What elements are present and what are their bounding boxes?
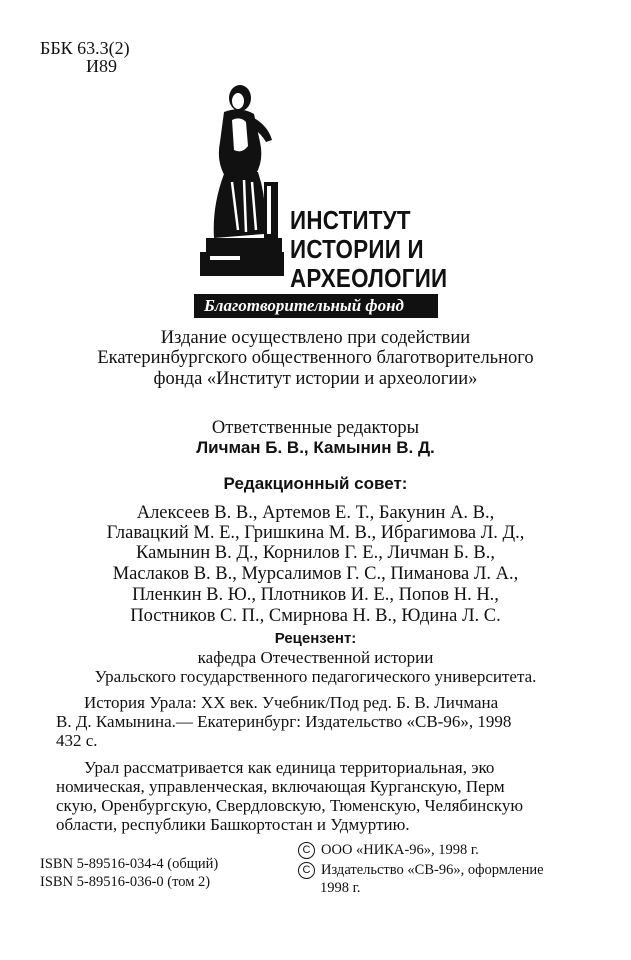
bibliography-line-3: 432 с. <box>56 731 98 750</box>
board-line: Главацкий М. Е., Гришкина М. В., Ибрагимова Л. Д., <box>106 523 525 543</box>
abstract-line-2: номическая, управленческая, включающая Курганскую, Перм <box>56 777 505 796</box>
isbn-volume: ISBN 5-89516-036-0 (том 2) <box>40 874 211 890</box>
copyright-line-1 <box>298 842 479 859</box>
board-line: Маслаков В. В., Мурсалимов Г. С., Пиманова Л. А., <box>112 564 519 584</box>
support-line-1: Издание осуществлено при содействии <box>160 328 471 348</box>
isbn-general: ISBN 5-89516-034-4 (общий) <box>40 856 219 872</box>
copyright-text-2: Издательство «СВ-96», оформление <box>321 862 544 878</box>
reviewer-label: Рецензент: <box>274 630 357 647</box>
fund-banner-text: Благотворительный фонд <box>204 296 404 315</box>
logo-line-2: ИСТОРИИ И <box>290 234 424 264</box>
logo-line-1: ИНСТИТУТ <box>290 205 411 235</box>
copyright-icon: C <box>298 862 315 879</box>
editors-names: Личман Б. В., Камынин В. Д. <box>196 438 435 457</box>
abstract-line-4: области, республики Башкортостан и Удмуртию. <box>56 815 410 834</box>
board-line: Алексеев В. В., Артемов Е. Т., Бакунин А. В., <box>136 503 495 523</box>
institute-logo-text <box>290 206 447 293</box>
reviewer-line-2: Уральского государственного педагогического университета. <box>94 667 537 686</box>
board-label: Редакционный совет: <box>223 474 408 493</box>
reviewer-line-1: кафедра Отечественной истории <box>197 648 434 667</box>
logo-line-3: АРХЕОЛОГИИ <box>290 263 448 293</box>
bbk-author-code: И89 <box>86 56 117 76</box>
board-line: Пленкин В. Ю., Плотников И. Е., Попов Н. Н., <box>132 585 499 605</box>
support-line-3: фонда «Институт истории и археологии» <box>153 369 478 389</box>
copyright-icon: C <box>298 842 315 859</box>
bibliography-line-2: В. Д. Камынина.— Екатеринбург: Издательство «СВ-96», 1998 <box>56 712 512 731</box>
abstract-line-3: скую, Оренбургскую, Свердловскую, Тюменскую, Челябинскую <box>56 796 524 815</box>
copyright-line-2 <box>298 862 590 879</box>
editors-label: Ответственные редакторы <box>211 418 420 438</box>
support-line-2: Екатеринбургского общественного благотворительного <box>97 348 534 368</box>
statue-icon <box>194 82 284 280</box>
board-line: Камынин В. Д., Корнилов Г. Е., Личман Б. В., <box>136 543 495 563</box>
bibliography-line-1: История Урала: XX век. Учебник/Под ред. Б. В. Личмана <box>84 693 499 712</box>
bbk-index: ББК 63.3(2) <box>40 38 130 58</box>
copyright-text-1: ООО «НИКА-96», 1998 г. <box>321 842 479 858</box>
copyright-line-3: 1998 г. <box>320 880 361 896</box>
abstract-line-1: Урал рассматривается как единица территориальная, эко <box>84 758 495 777</box>
board-line: Постников С. П., Смирнова Н. В., Юдина Л. С. <box>130 606 501 626</box>
